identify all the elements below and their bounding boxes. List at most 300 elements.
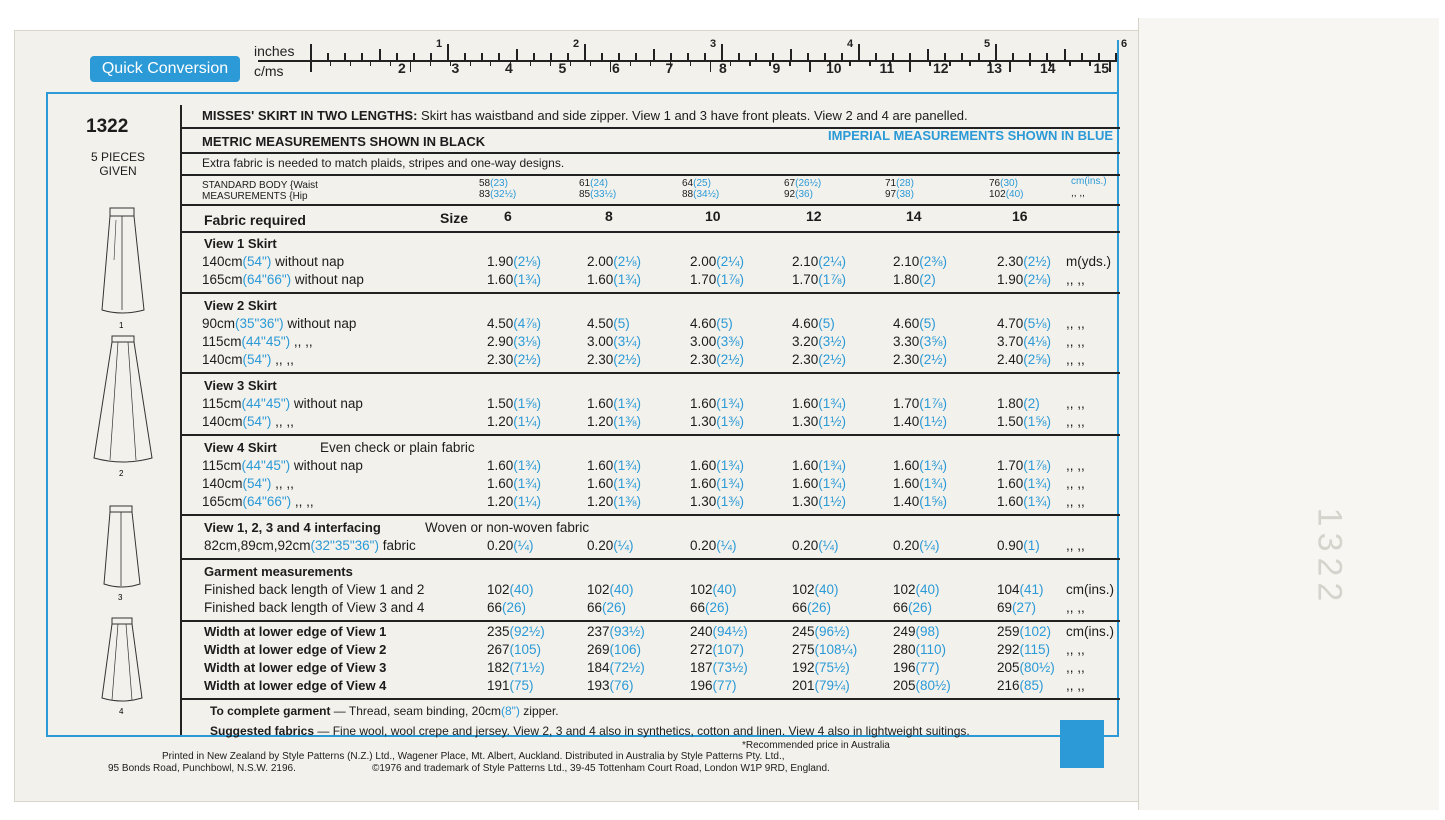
yardage-value xyxy=(587,414,641,429)
metric-value: 2.00 xyxy=(587,254,614,269)
view-title: View 1 Skirt xyxy=(204,236,277,251)
to-complete-garment xyxy=(210,704,559,718)
imperial-value: (40) xyxy=(915,582,940,597)
imperial-value: (40) xyxy=(814,582,839,597)
row-divider xyxy=(180,434,1120,436)
imperial-value: (27) xyxy=(1012,600,1037,615)
width-value xyxy=(587,642,641,657)
imperial-value: (105) xyxy=(509,642,542,657)
yardage-value xyxy=(587,254,641,269)
imperial-value: (5) xyxy=(716,316,733,331)
cm-tick xyxy=(470,60,472,66)
metric-value: 102 xyxy=(792,582,815,597)
hip-metric: 97 xyxy=(885,189,897,200)
inch-tick xyxy=(944,53,946,60)
fabric-width: 115cm xyxy=(202,334,242,349)
yardage-value xyxy=(997,396,1040,411)
view-4-label: 4 xyxy=(119,707,124,716)
hip-imperial: (36) xyxy=(795,189,813,200)
waist-metric: 67 xyxy=(784,178,796,189)
cm-tick xyxy=(1029,60,1031,66)
cm-tick xyxy=(410,60,412,72)
cm-number: 8 xyxy=(719,60,727,76)
fabric-width-imperial: (64"66") xyxy=(242,494,292,509)
width-value xyxy=(792,642,857,657)
metric-value: 4.60 xyxy=(690,316,717,331)
size-number: 14 xyxy=(906,208,922,224)
metric-value: 249 xyxy=(893,624,916,639)
unit-label: ,, ,, xyxy=(1066,334,1085,349)
imperial-value: (2½) xyxy=(513,352,542,367)
yardage-value xyxy=(487,476,541,491)
metric-value: 1.70 xyxy=(690,272,717,287)
metric-value: 102 xyxy=(587,582,610,597)
fabric-nap: ,, ,, xyxy=(291,494,314,509)
unit-label: m(yds.) xyxy=(1066,254,1111,269)
waist-measurement xyxy=(479,178,508,189)
row-divider xyxy=(180,514,1120,516)
yardage-value xyxy=(690,272,744,287)
interfacing-width: 82cm,89cm,92cm xyxy=(204,538,311,553)
fabric-width-row xyxy=(202,494,314,509)
garment-value xyxy=(893,600,932,615)
yardage-value xyxy=(587,272,641,287)
hip-imperial: (40) xyxy=(1005,189,1024,200)
width-value xyxy=(997,624,1051,639)
inch-tick xyxy=(670,53,672,60)
imperial-value: (1⅝) xyxy=(513,396,542,411)
yardage-value xyxy=(587,316,630,331)
imperial-value: (1¾) xyxy=(818,396,847,411)
cm-tick xyxy=(769,60,771,66)
row-divider xyxy=(180,152,1120,154)
yardage-value xyxy=(997,352,1051,367)
inch-number: 1 xyxy=(436,38,443,50)
inch-tick xyxy=(755,53,757,60)
width-row-label: Width at lower edge of View 3 xyxy=(204,660,387,675)
width-value xyxy=(690,642,744,657)
imperial-value: (2½) xyxy=(716,352,745,367)
zipper-imperial: (8") xyxy=(501,704,520,718)
envelope-flap xyxy=(1138,18,1439,810)
view-2-label: 2 xyxy=(119,469,124,478)
yardage-value xyxy=(792,352,846,367)
imperial-value: (3⅛) xyxy=(513,334,542,349)
unit-label: ,, ,, xyxy=(1066,642,1085,657)
suggested-rest: — Fine wool, wool crepe and jersey. View 2, 3 and 4 also in synthetics, cotton and linen. View 4 also in lightweight suitings. xyxy=(314,724,970,738)
inch-number: 4 xyxy=(847,38,854,50)
metric-value: 66 xyxy=(690,600,706,615)
imperial-value: (94½) xyxy=(712,624,748,639)
fabric-width-row xyxy=(202,414,294,429)
inch-tick xyxy=(498,53,500,60)
row-divider xyxy=(180,558,1120,560)
fabric-width: 115cm xyxy=(202,396,242,411)
waist-metric: 71 xyxy=(885,178,897,189)
quick-conversion-label: Quick Conversion xyxy=(90,56,240,82)
metric-value: 4.50 xyxy=(487,316,514,331)
cm-tick xyxy=(330,60,332,66)
imperial-value: (26) xyxy=(502,600,527,615)
hip-imperial: (33½) xyxy=(590,189,617,200)
metric-value: 259 xyxy=(997,624,1020,639)
metric-value: 104 xyxy=(997,582,1020,597)
hip-measurement xyxy=(682,189,719,200)
unit-label: ,, ,, xyxy=(1066,476,1085,491)
cm-number: 5 xyxy=(558,60,567,76)
size-number: 8 xyxy=(605,208,613,224)
interfacing-value xyxy=(792,538,839,553)
width-value xyxy=(487,660,545,675)
metric-value: 1.60 xyxy=(893,476,920,491)
metric-value: 1.80 xyxy=(893,272,920,287)
metric-value: 205 xyxy=(893,678,916,693)
cm-tick xyxy=(530,60,532,66)
unit-label: ,, ,, xyxy=(1066,352,1085,367)
hip-measurement xyxy=(885,189,914,200)
metric-value: 196 xyxy=(893,660,916,675)
imperial-value: (¼) xyxy=(716,538,737,553)
width-value xyxy=(587,624,645,639)
waist-measurement xyxy=(989,178,1018,189)
fabric-width-row xyxy=(202,272,364,287)
hip-measurement xyxy=(784,189,813,200)
imperial-value: (1¼) xyxy=(513,414,542,429)
title-bold: MISSES' SKIRT IN TWO LENGTHS: xyxy=(202,108,418,123)
imperial-value: (1¾) xyxy=(1023,476,1052,491)
fabric-width: 165cm xyxy=(202,494,243,509)
cm-tick xyxy=(350,60,352,66)
garment-value xyxy=(792,582,839,597)
width-row-label: Width at lower edge of View 2 xyxy=(204,642,387,657)
yardage-value xyxy=(997,272,1051,287)
width-value xyxy=(893,660,940,675)
yardage-value xyxy=(690,476,744,491)
metric-value: 4.60 xyxy=(893,316,920,331)
fabric-width-imperial: (44"45") xyxy=(241,458,291,473)
waist-imperial: (26½) xyxy=(795,178,822,189)
garment-value xyxy=(997,600,1036,615)
imperial-value: (2½) xyxy=(613,352,642,367)
metric-value: 1.60 xyxy=(487,272,514,287)
cm-number: 7 xyxy=(665,60,674,76)
metric-value: 1.70 xyxy=(997,458,1024,473)
cm-number: 14 xyxy=(1040,60,1056,76)
metric-value: 3.20 xyxy=(792,334,819,349)
metric-value: 0.20 xyxy=(792,538,819,553)
metric-value: 2.90 xyxy=(487,334,514,349)
yardage-value xyxy=(792,414,846,429)
imperial-value: (1) xyxy=(1023,538,1040,553)
fabric-width: 90cm xyxy=(202,316,236,331)
yardage-value xyxy=(997,334,1051,349)
imperial-value: (1¾) xyxy=(919,458,948,473)
metric-value: 1.60 xyxy=(587,272,614,287)
envelope-back xyxy=(14,30,1156,802)
fabric-nap: without nap xyxy=(283,316,357,331)
garment-value xyxy=(792,600,831,615)
conversion-ruler xyxy=(254,38,1128,79)
waist-measurement xyxy=(885,178,914,189)
imperial-value: (1⅞) xyxy=(818,272,847,287)
yardage-value xyxy=(997,254,1051,269)
row-divider xyxy=(180,698,1120,700)
width-row-label: Width at lower edge of View 1 xyxy=(204,624,387,639)
imperial-value: (5) xyxy=(818,316,835,331)
imperial-value: (2) xyxy=(1023,396,1040,411)
yardage-value xyxy=(893,334,947,349)
imperial-value: (¼) xyxy=(613,538,634,553)
imperial-value: (1⅜) xyxy=(716,414,745,429)
fabric-width-row xyxy=(202,476,294,491)
imperial-value: (1¾) xyxy=(513,272,542,287)
cm-number: 6 xyxy=(612,60,620,76)
imperial-value: (4⅛) xyxy=(1023,334,1052,349)
imperial-value: (26) xyxy=(705,600,730,615)
imperial-note: IMPERIAL MEASUREMENTS SHOWN IN BLUE xyxy=(828,128,1114,143)
cm-tick xyxy=(849,60,851,66)
yardage-value xyxy=(690,396,744,411)
metric-value: 1.60 xyxy=(487,458,514,473)
metric-value: 66 xyxy=(893,600,909,615)
metric-value: 245 xyxy=(792,624,815,639)
yardage-value xyxy=(587,494,641,509)
imperial-value: (1¾) xyxy=(1023,494,1052,509)
yardage-value xyxy=(893,458,947,473)
fabric-width-imperial: (54") xyxy=(242,414,272,429)
complete-end: zipper. xyxy=(519,704,559,718)
waist-imperial: (24) xyxy=(590,178,608,189)
yardage-value xyxy=(690,254,744,269)
inch-tick xyxy=(379,49,381,60)
yardage-value xyxy=(792,254,846,269)
inch-tick xyxy=(721,44,723,60)
garment-row-label: Finished back length of View 1 and 2 xyxy=(204,582,425,597)
imperial-value: (1⅜) xyxy=(716,494,745,509)
metric-value: 2.40 xyxy=(997,352,1024,367)
metric-value: 1.50 xyxy=(997,414,1024,429)
inch-tick xyxy=(327,53,329,60)
metric-value: 1.60 xyxy=(997,476,1024,491)
metric-value: 0.20 xyxy=(893,538,920,553)
imperial-value: (107) xyxy=(712,642,745,657)
yardage-value xyxy=(792,272,846,287)
interfacing-row xyxy=(204,538,416,553)
garment-value xyxy=(997,582,1044,597)
imperial-value: (1⅜) xyxy=(613,494,642,509)
inch-tick xyxy=(1081,53,1083,60)
fabric-width-row xyxy=(202,316,356,331)
fabric-nap: without nap xyxy=(271,254,345,269)
metric-value: 235 xyxy=(487,624,510,639)
metric-value: 2.00 xyxy=(690,254,717,269)
imperial-value: (1¾) xyxy=(613,476,642,491)
inch-tick xyxy=(772,53,774,60)
pattern-number: 1322 xyxy=(86,116,129,137)
cm-tick xyxy=(590,60,592,66)
inch-tick xyxy=(516,49,518,60)
inch-tick xyxy=(687,53,689,60)
metric-value: 1.60 xyxy=(997,494,1024,509)
yardage-value xyxy=(690,334,744,349)
interfacing-value xyxy=(487,538,534,553)
imperial-value: (2⅛) xyxy=(513,254,542,269)
imperial-value: (5) xyxy=(919,316,936,331)
metric-value: 275 xyxy=(792,642,815,657)
yardage-value xyxy=(487,414,541,429)
metric-value: 102 xyxy=(690,582,713,597)
inch-tick xyxy=(961,53,963,60)
cm-number: 4 xyxy=(505,60,513,76)
yardage-value xyxy=(487,458,541,473)
cm-tick xyxy=(490,60,492,66)
metric-value: 3.30 xyxy=(893,334,920,349)
fabric-width-row xyxy=(202,254,344,269)
imperial-value: (1¾) xyxy=(818,458,847,473)
measurements-label: MEASUREMENTS {Hip xyxy=(202,191,308,202)
yardage-value xyxy=(587,458,641,473)
standard-body-label: STANDARD BODY {Waist xyxy=(202,180,318,191)
imperial-value: (106) xyxy=(609,642,642,657)
fabric-width-row xyxy=(202,458,363,473)
garment-measurements-title: Garment measurements xyxy=(204,564,353,579)
fabric-width-imperial: (54") xyxy=(242,352,272,367)
fabric-width-imperial: (35"36") xyxy=(235,316,284,331)
flap-ghost-number: 1322 xyxy=(1310,507,1349,608)
yardage-value xyxy=(487,316,541,331)
imperial-value: (2¼) xyxy=(716,254,745,269)
blue-corner-square xyxy=(1060,720,1104,768)
yardage-value xyxy=(997,458,1051,473)
metric-value: 216 xyxy=(997,678,1020,693)
imperial-value: (5⅛) xyxy=(1023,316,1052,331)
imperial-value: (73½) xyxy=(712,660,748,675)
metric-value: 193 xyxy=(587,678,610,693)
waist-imperial: (23) xyxy=(490,178,508,189)
unit-label: ,, ,, xyxy=(1066,494,1085,509)
imperial-value: (1¾) xyxy=(513,476,542,491)
imperial-value: (1⅝) xyxy=(919,494,948,509)
inch-tick xyxy=(1064,49,1066,60)
cm-tick xyxy=(1109,60,1111,72)
inch-number: 5 xyxy=(984,38,991,50)
yardage-value xyxy=(997,414,1051,429)
fabric-nap: ,, ,, xyxy=(290,334,313,349)
metric-value: 3.00 xyxy=(690,334,717,349)
yardage-value xyxy=(792,316,835,331)
inch-tick xyxy=(310,44,312,60)
cm-tick xyxy=(869,60,871,66)
waist-metric: 61 xyxy=(579,178,591,189)
inch-tick xyxy=(584,44,586,60)
interfacing-value xyxy=(587,538,634,553)
imperial-value: (1¾) xyxy=(716,476,745,491)
suggested-fabrics xyxy=(210,724,970,738)
imperial-value: (1¾) xyxy=(716,396,745,411)
yardage-value xyxy=(587,396,641,411)
imperial-value: (75½) xyxy=(814,660,850,675)
footer-line-1: Printed in New Zealand by Style Patterns (N.Z.) Ltd., Wagener Place, Mt. Albert, Auckland. Distributed in Australia by Style Patterns Pty. Ltd., xyxy=(162,751,785,762)
metric-value: 187 xyxy=(690,660,713,675)
width-value xyxy=(893,642,946,657)
imperial-value: (3¼) xyxy=(613,334,642,349)
inch-tick xyxy=(618,53,620,60)
fabric-width-imperial: (64"66") xyxy=(242,272,292,287)
imperial-value: (79¼) xyxy=(814,678,850,693)
waist-measurement xyxy=(784,178,821,189)
width-value xyxy=(893,624,940,639)
metric-value: 1.30 xyxy=(690,414,717,429)
inch-tick xyxy=(344,53,346,60)
fabric-width-imperial: (44"45") xyxy=(241,334,291,349)
inch-tick xyxy=(892,53,894,60)
imperial-value: (110) xyxy=(915,642,947,657)
inch-tick xyxy=(909,53,911,60)
hip-metric: 83 xyxy=(479,189,491,200)
width-value xyxy=(893,678,951,693)
imperial-value: (1⅞) xyxy=(919,396,948,411)
waist-measurement xyxy=(579,178,608,189)
imperial-value: (80½) xyxy=(915,678,951,693)
row-divider xyxy=(180,204,1120,206)
metric-note: METRIC MEASUREMENTS SHOWN IN BLACK xyxy=(202,134,486,149)
size-number: 10 xyxy=(705,208,721,224)
metric-value: 1.60 xyxy=(792,476,819,491)
yardage-value xyxy=(487,352,541,367)
hip-imperial: (38) xyxy=(896,189,914,200)
garment-value xyxy=(587,582,634,597)
interfacing-value xyxy=(997,538,1040,553)
garment-value xyxy=(587,600,626,615)
imperial-value: (40) xyxy=(609,582,634,597)
yardage-value xyxy=(690,494,744,509)
metric-value: 292 xyxy=(997,642,1020,657)
inch-tick xyxy=(533,53,535,60)
metric-value: 102 xyxy=(487,582,510,597)
metric-value: 1.60 xyxy=(792,458,819,473)
imperial-value: (1½) xyxy=(818,414,847,429)
metric-value: 1.60 xyxy=(690,476,717,491)
imperial-value: (¼) xyxy=(919,538,940,553)
metric-value: 272 xyxy=(690,642,713,657)
skirt-view-4-sketch xyxy=(88,612,158,717)
inch-tick xyxy=(995,44,997,60)
row-divider xyxy=(180,372,1120,374)
imperial-value: (2⅜) xyxy=(919,254,948,269)
imperial-value: (108¼) xyxy=(814,642,858,657)
imperial-value: (1¾) xyxy=(513,458,542,473)
imperial-value: (96½) xyxy=(814,624,850,639)
garment-value xyxy=(487,582,534,597)
inch-tick xyxy=(396,53,398,60)
width-value xyxy=(587,660,645,675)
yardage-value xyxy=(587,352,641,367)
skirt-description xyxy=(202,108,968,123)
width-value xyxy=(997,678,1044,693)
inch-tick xyxy=(464,53,466,60)
cm-tick xyxy=(390,60,392,66)
unit-label: ,, ,, xyxy=(1066,272,1085,287)
cm-tick xyxy=(630,60,632,66)
garment-value xyxy=(690,600,729,615)
fabric-width-row xyxy=(202,352,294,367)
skirt-view-3-sketch xyxy=(88,500,158,605)
cm-tick xyxy=(929,60,931,66)
inch-tick xyxy=(1029,53,1031,60)
metric-value: 201 xyxy=(792,678,815,693)
metric-value: 0.20 xyxy=(690,538,717,553)
suggested-bold: Suggested fabrics xyxy=(210,724,315,738)
